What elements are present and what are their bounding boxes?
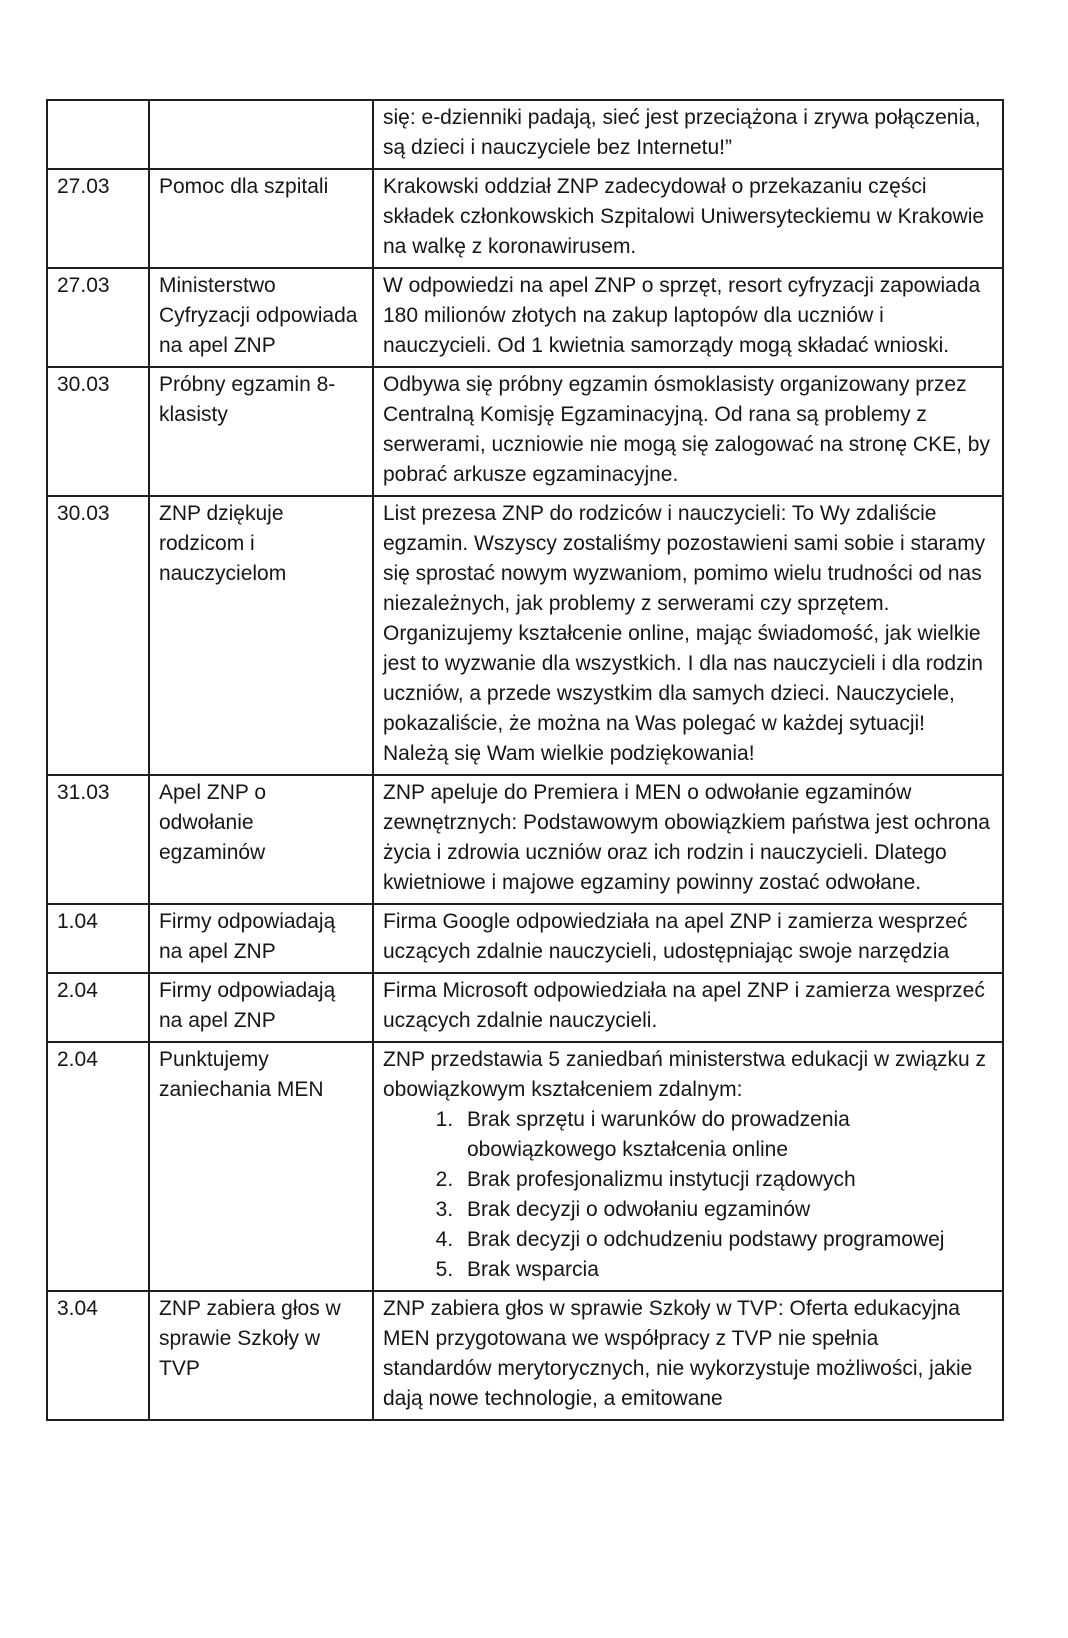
body-text: ZNP przedstawia 5 zaniedbań ministerstwa edukacji w związku z obowiązkowym kształceniem zdalnym: <box>383 1048 987 1101</box>
title-cell <box>149 169 373 268</box>
date-text: 2.04 <box>57 1048 98 1071</box>
title-text: Apel ZNP o odwołanie egzaminów <box>159 781 266 864</box>
body-text: List prezesa ZNP do rodziców i nauczycieli: To Wy zdaliście egzamin. Wszyscy zostaliśmy pozostawieni sami sobie i staramy się sprostać nowym wyzwaniom, pomimo wielu trudności od nas niezależnych, jak problemy z serwerami czy sprzętem. Organizujemy kształcenie online, mając świadomość, jak wielkie jest to wyzwanie dla wszystkich. I dla nas nauczycieli i dla rodzin uczniów, a przede wszystkim dla samych dzieci. Nauczyciele, pokazaliście, że można na Was polegać w każdej sytuacji! Należą się Wam wielkie podziękowania! <box>383 502 986 765</box>
title-cell <box>149 1042 373 1291</box>
date-cell <box>47 1042 149 1291</box>
table-row <box>47 100 1003 169</box>
title-text: Ministerstwo Cyfryzacji odpowiada na apel ZNP <box>159 274 358 357</box>
body-text: ZNP apeluje do Premiera i MEN o odwołanie egzaminów zewnętrznych: Podstawowym obowiązkiem państwa jest ochrona życia i zdrowia uczniów oraz ich rodzin i nauczycieli. Dlatego kwietniowe i majowe egzaminy powinny zostać odwołane. <box>383 781 990 894</box>
date-cell <box>47 367 149 496</box>
body-cell <box>373 100 1003 169</box>
title-text: Punktujemy zaniechania MEN <box>159 1048 324 1101</box>
date-cell <box>47 496 149 775</box>
body-text: Firma Google odpowiedziała na apel ZNP i zamierza wesprzeć uczących zdalnie nauczycieli, udostępniając swoje narzędzia <box>383 910 968 963</box>
body-text: Odbywa się próbny egzamin ósmoklasisty organizowany przez Centralną Komisję Egzaminacyjną. Od rana są problemy z serwerami, uczniowie nie mogą się zalogować na stronę CKE, by pobrać arkusze egzaminacyjne. <box>383 373 990 486</box>
title-text: Firmy odpowiadają na apel ZNP <box>159 910 336 963</box>
neglect-list <box>383 1105 992 1285</box>
title-cell <box>149 904 373 973</box>
body-cell <box>373 169 1003 268</box>
title-cell <box>149 775 373 904</box>
date-cell <box>47 1291 149 1420</box>
date-cell <box>47 973 149 1042</box>
table-row <box>47 367 1003 496</box>
title-cell <box>149 973 373 1042</box>
body-cell <box>373 496 1003 775</box>
table-row <box>47 496 1003 775</box>
body-cell <box>373 973 1003 1042</box>
body-text: ZNP zabiera głos w sprawie Szkoły w TVP: Oferta edukacyjna MEN przygotowana we współpracy z TVP nie spełnia standardów merytorycznych, nie wykorzystuje możliwości, jakie dają nowe technologie, a emitowane <box>383 1297 973 1410</box>
date-cell <box>47 775 149 904</box>
list-item: 5. Brak wsparcia <box>459 1255 992 1285</box>
date-text: 3.04 <box>57 1297 98 1320</box>
body-text: W odpowiedzi na apel ZNP o sprzęt, resort cyfryzacji zapowiada 180 milionów złotych na zakup laptopów dla uczniów i nauczycieli. Od 1 kwietnia samorządy mogą składać wnioski. <box>383 274 981 357</box>
title-cell <box>149 1291 373 1420</box>
date-text: 30.03 <box>57 373 110 396</box>
date-cell <box>47 169 149 268</box>
body-cell <box>373 904 1003 973</box>
table-row <box>47 169 1003 268</box>
list-item: 4. Brak decyzji o odchudzeniu podstawy programowej <box>459 1225 992 1255</box>
date-text: 1.04 <box>57 910 98 933</box>
body-text: się: e-dzienniki padają, sieć jest przeciążona i zrywa połączenia, są dzieci i nauczyciele bez Internetu!” <box>383 106 981 159</box>
table-row <box>47 1042 1003 1291</box>
title-cell <box>149 496 373 775</box>
title-text: Firmy odpowiadają na apel ZNP <box>159 979 336 1032</box>
list-item: 2. Brak profesjonalizmu instytucji rządowych <box>459 1165 992 1195</box>
date-text: 30.03 <box>57 502 110 525</box>
body-text: Firma Microsoft odpowiedziała na apel ZNP i zamierza wesprzeć uczących zdalnie nauczycieli. <box>383 979 985 1032</box>
table-row <box>47 904 1003 973</box>
date-text: 31.03 <box>57 781 110 804</box>
title-text: ZNP zabiera głos w sprawie Szkoły w TVP <box>159 1297 341 1380</box>
title-cell <box>149 268 373 367</box>
title-cell <box>149 100 373 169</box>
table-row <box>47 775 1003 904</box>
date-text: 27.03 <box>57 274 110 297</box>
title-text: Próbny egzamin 8-klasisty <box>159 373 336 426</box>
date-cell <box>47 904 149 973</box>
date-text: 27.03 <box>57 175 110 198</box>
body-cell <box>373 268 1003 367</box>
body-cell <box>373 1042 1003 1291</box>
body-text: Krakowski oddział ZNP zadecydował o przekazaniu części składek członkowskich Szpitalowi Uniwersyteckiemu w Krakowie na walkę z koronawirusem. <box>383 175 985 258</box>
body-cell <box>373 775 1003 904</box>
table-row <box>47 973 1003 1042</box>
body-cell <box>373 1291 1003 1420</box>
title-cell <box>149 367 373 496</box>
table-row <box>47 268 1003 367</box>
title-text: Pomoc dla szpitali <box>159 175 329 198</box>
date-cell <box>47 268 149 367</box>
body-cell <box>373 367 1003 496</box>
date-text: 2.04 <box>57 979 98 1002</box>
table-row <box>47 1291 1003 1420</box>
list-item: 1. Brak sprzętu i warunków do prowadzenia obowiązkowego kształcenia online <box>459 1105 992 1165</box>
date-cell <box>47 100 149 169</box>
list-item: 3. Brak decyzji o odwołaniu egzaminów <box>459 1195 992 1225</box>
title-text: ZNP dziękuje rodzicom i nauczycielom <box>159 502 287 585</box>
events-table <box>46 99 1004 1421</box>
